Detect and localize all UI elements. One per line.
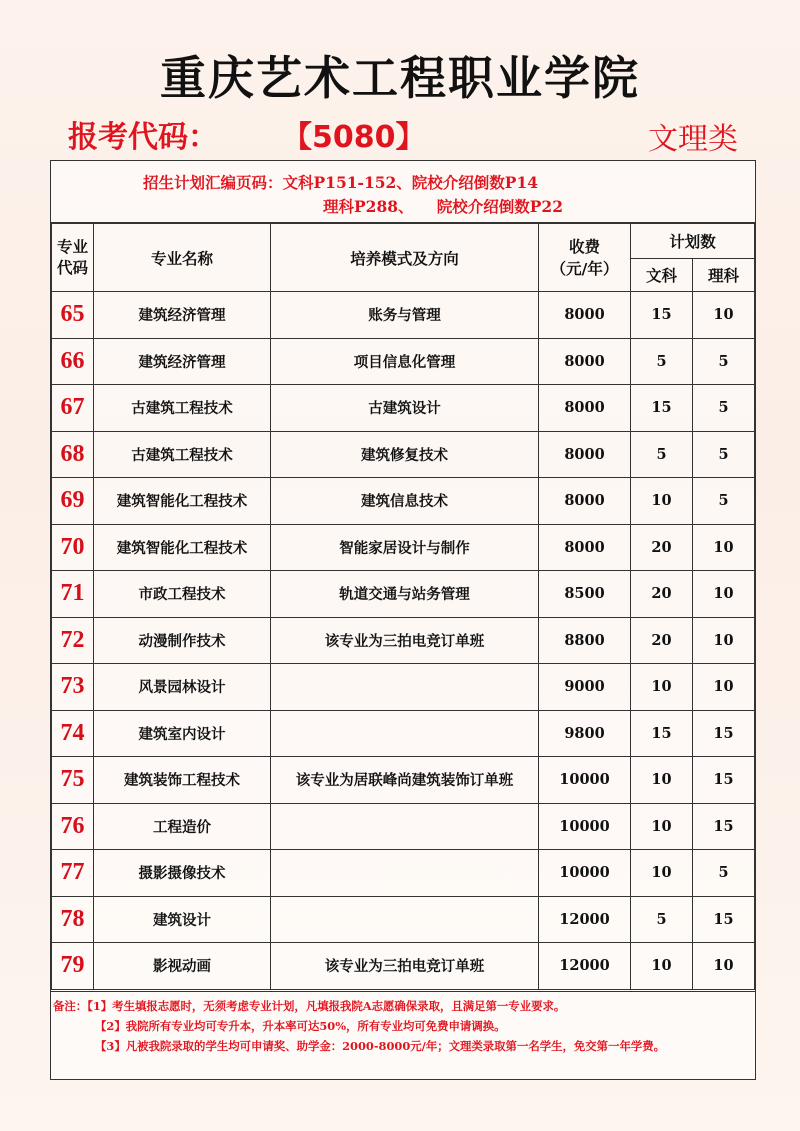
row-code: 72 xyxy=(52,617,94,664)
row-arts-plan: 20 xyxy=(631,524,693,571)
note-3: 【3】凡被我院录取的学生均可申请奖、助学金：2000-8000元/年；文理类录取第一名学生，免交第一年学费。 xyxy=(95,1039,666,1053)
row-science-plan: 10 xyxy=(693,943,755,990)
header-mode: 培养模式及方向 xyxy=(271,224,539,292)
table-row xyxy=(52,710,755,757)
page-title: 重庆艺术工程职业学院 xyxy=(160,51,640,105)
row-science-plan: 5 xyxy=(693,431,755,478)
header-fee: 收费 （元/年） xyxy=(539,224,631,292)
notes xyxy=(51,991,755,1079)
table-row xyxy=(52,571,755,618)
row-code: 77 xyxy=(52,850,94,897)
row-code: 66 xyxy=(52,338,94,385)
admission-code-row xyxy=(62,112,742,158)
row-major-name: 古建筑工程技术 xyxy=(94,385,271,432)
row-training-mode xyxy=(271,896,539,943)
row-fee: 8000 xyxy=(539,478,631,525)
row-science-plan: 5 xyxy=(693,385,755,432)
row-training-mode: 建筑修复技术 xyxy=(271,431,539,478)
row-arts-plan: 5 xyxy=(631,338,693,385)
row-fee: 9800 xyxy=(539,710,631,757)
row-arts-plan: 15 xyxy=(631,292,693,339)
row-code: 76 xyxy=(52,803,94,850)
row-code: 65 xyxy=(52,292,94,339)
row-training-mode xyxy=(271,850,539,897)
row-major-name: 摄影摄像技术 xyxy=(94,850,271,897)
row-arts-plan: 20 xyxy=(631,617,693,664)
row-science-plan: 15 xyxy=(693,803,755,850)
row-science-plan: 10 xyxy=(693,292,755,339)
row-training-mode xyxy=(271,710,539,757)
row-code: 78 xyxy=(52,896,94,943)
admission-code-value: 【5080】 xyxy=(282,120,426,155)
row-arts-plan: 15 xyxy=(631,710,693,757)
table-row xyxy=(52,850,755,897)
row-training-mode: 账务与管理 xyxy=(271,292,539,339)
table-row xyxy=(52,617,755,664)
header-arts: 文科 xyxy=(631,259,693,292)
row-major-name: 建筑经济管理 xyxy=(94,338,271,385)
row-major-name: 影视动画 xyxy=(94,943,271,990)
row-fee: 8000 xyxy=(539,338,631,385)
page-reference-line-2: 理科P288、 院校介绍倒数P22 xyxy=(323,197,563,216)
row-arts-plan: 10 xyxy=(631,757,693,804)
row-science-plan: 5 xyxy=(693,338,755,385)
row-arts-plan: 5 xyxy=(631,431,693,478)
row-code: 71 xyxy=(52,571,94,618)
row-fee: 9000 xyxy=(539,664,631,711)
table-row xyxy=(52,896,755,943)
row-fee: 8000 xyxy=(539,292,631,339)
row-major-name: 建筑经济管理 xyxy=(94,292,271,339)
row-major-name: 建筑室内设计 xyxy=(94,710,271,757)
row-arts-plan: 10 xyxy=(631,803,693,850)
major-table xyxy=(51,223,755,990)
row-training-mode: 轨道交通与站务管理 xyxy=(271,571,539,618)
row-fee: 8500 xyxy=(539,571,631,618)
row-major-name: 建筑智能化工程技术 xyxy=(94,524,271,571)
row-fee: 10000 xyxy=(539,850,631,897)
row-fee: 8000 xyxy=(539,524,631,571)
row-major-name: 动漫制作技术 xyxy=(94,617,271,664)
row-training-mode: 该专业为三拍电竞订单班 xyxy=(271,943,539,990)
row-major-name: 工程造价 xyxy=(94,803,271,850)
row-fee: 8800 xyxy=(539,617,631,664)
category-label: 文理类 xyxy=(648,122,738,157)
table-row xyxy=(52,943,755,990)
header-plan: 计划数 xyxy=(631,224,755,259)
row-code: 68 xyxy=(52,431,94,478)
row-science-plan: 15 xyxy=(693,757,755,804)
row-science-plan: 15 xyxy=(693,896,755,943)
row-training-mode xyxy=(271,664,539,711)
row-arts-plan: 15 xyxy=(631,385,693,432)
note-2: 【2】我院所有专业均可专升本，升本率可达50%，所有专业均可免费申请调换。 xyxy=(95,1019,506,1033)
row-science-plan: 10 xyxy=(693,617,755,664)
row-training-mode: 古建筑设计 xyxy=(271,385,539,432)
page-reference xyxy=(51,161,755,223)
table-row xyxy=(52,478,755,525)
row-code: 74 xyxy=(52,710,94,757)
admission-code-label: 报考代码： xyxy=(68,120,218,155)
row-training-mode xyxy=(271,803,539,850)
table-row xyxy=(52,757,755,804)
row-science-plan: 10 xyxy=(693,571,755,618)
row-major-name: 建筑装饰工程技术 xyxy=(94,757,271,804)
row-science-plan: 10 xyxy=(693,524,755,571)
row-training-mode: 项目信息化管理 xyxy=(271,338,539,385)
row-code: 75 xyxy=(52,757,94,804)
row-arts-plan: 10 xyxy=(631,850,693,897)
plan-sheet xyxy=(50,160,756,1080)
row-arts-plan: 10 xyxy=(631,664,693,711)
row-code: 67 xyxy=(52,385,94,432)
header-code: 专业 代码 xyxy=(52,224,94,292)
row-fee: 12000 xyxy=(539,896,631,943)
row-training-mode: 建筑信息技术 xyxy=(271,478,539,525)
row-arts-plan: 20 xyxy=(631,571,693,618)
note-1: 备注：【1】考生填报志愿时，无须考虑专业计划，凡填报我院A志愿确保录取，且满足第一专业要求。 xyxy=(53,999,566,1013)
table-row xyxy=(52,803,755,850)
row-training-mode: 该专业为三拍电竞订单班 xyxy=(271,617,539,664)
row-fee: 10000 xyxy=(539,757,631,804)
row-science-plan: 10 xyxy=(693,664,755,711)
row-code: 70 xyxy=(52,524,94,571)
row-training-mode: 该专业为居联峰尚建筑装饰订单班 xyxy=(271,757,539,804)
row-code: 69 xyxy=(52,478,94,525)
row-major-name: 市政工程技术 xyxy=(94,571,271,618)
row-fee: 8000 xyxy=(539,431,631,478)
row-major-name: 建筑设计 xyxy=(94,896,271,943)
row-code: 73 xyxy=(52,664,94,711)
row-arts-plan: 5 xyxy=(631,896,693,943)
table-row xyxy=(52,664,755,711)
row-major-name: 风景园林设计 xyxy=(94,664,271,711)
table-row xyxy=(52,292,755,339)
page-reference-line-1: 招生计划汇编页码：文科P151-152、院校介绍倒数P14 xyxy=(143,173,539,192)
table-row xyxy=(52,385,755,432)
header-science: 理科 xyxy=(693,259,755,292)
row-arts-plan: 10 xyxy=(631,478,693,525)
row-science-plan: 5 xyxy=(693,850,755,897)
row-science-plan: 15 xyxy=(693,710,755,757)
row-fee: 8000 xyxy=(539,385,631,432)
row-training-mode: 智能家居设计与制作 xyxy=(271,524,539,571)
row-arts-plan: 10 xyxy=(631,943,693,990)
row-fee: 10000 xyxy=(539,803,631,850)
row-code: 79 xyxy=(52,943,94,990)
table-row xyxy=(52,524,755,571)
row-science-plan: 5 xyxy=(693,478,755,525)
table-row xyxy=(52,338,755,385)
row-major-name: 建筑智能化工程技术 xyxy=(94,478,271,525)
header-name: 专业名称 xyxy=(94,224,271,292)
table-row xyxy=(52,431,755,478)
row-fee: 12000 xyxy=(539,943,631,990)
row-major-name: 古建筑工程技术 xyxy=(94,431,271,478)
